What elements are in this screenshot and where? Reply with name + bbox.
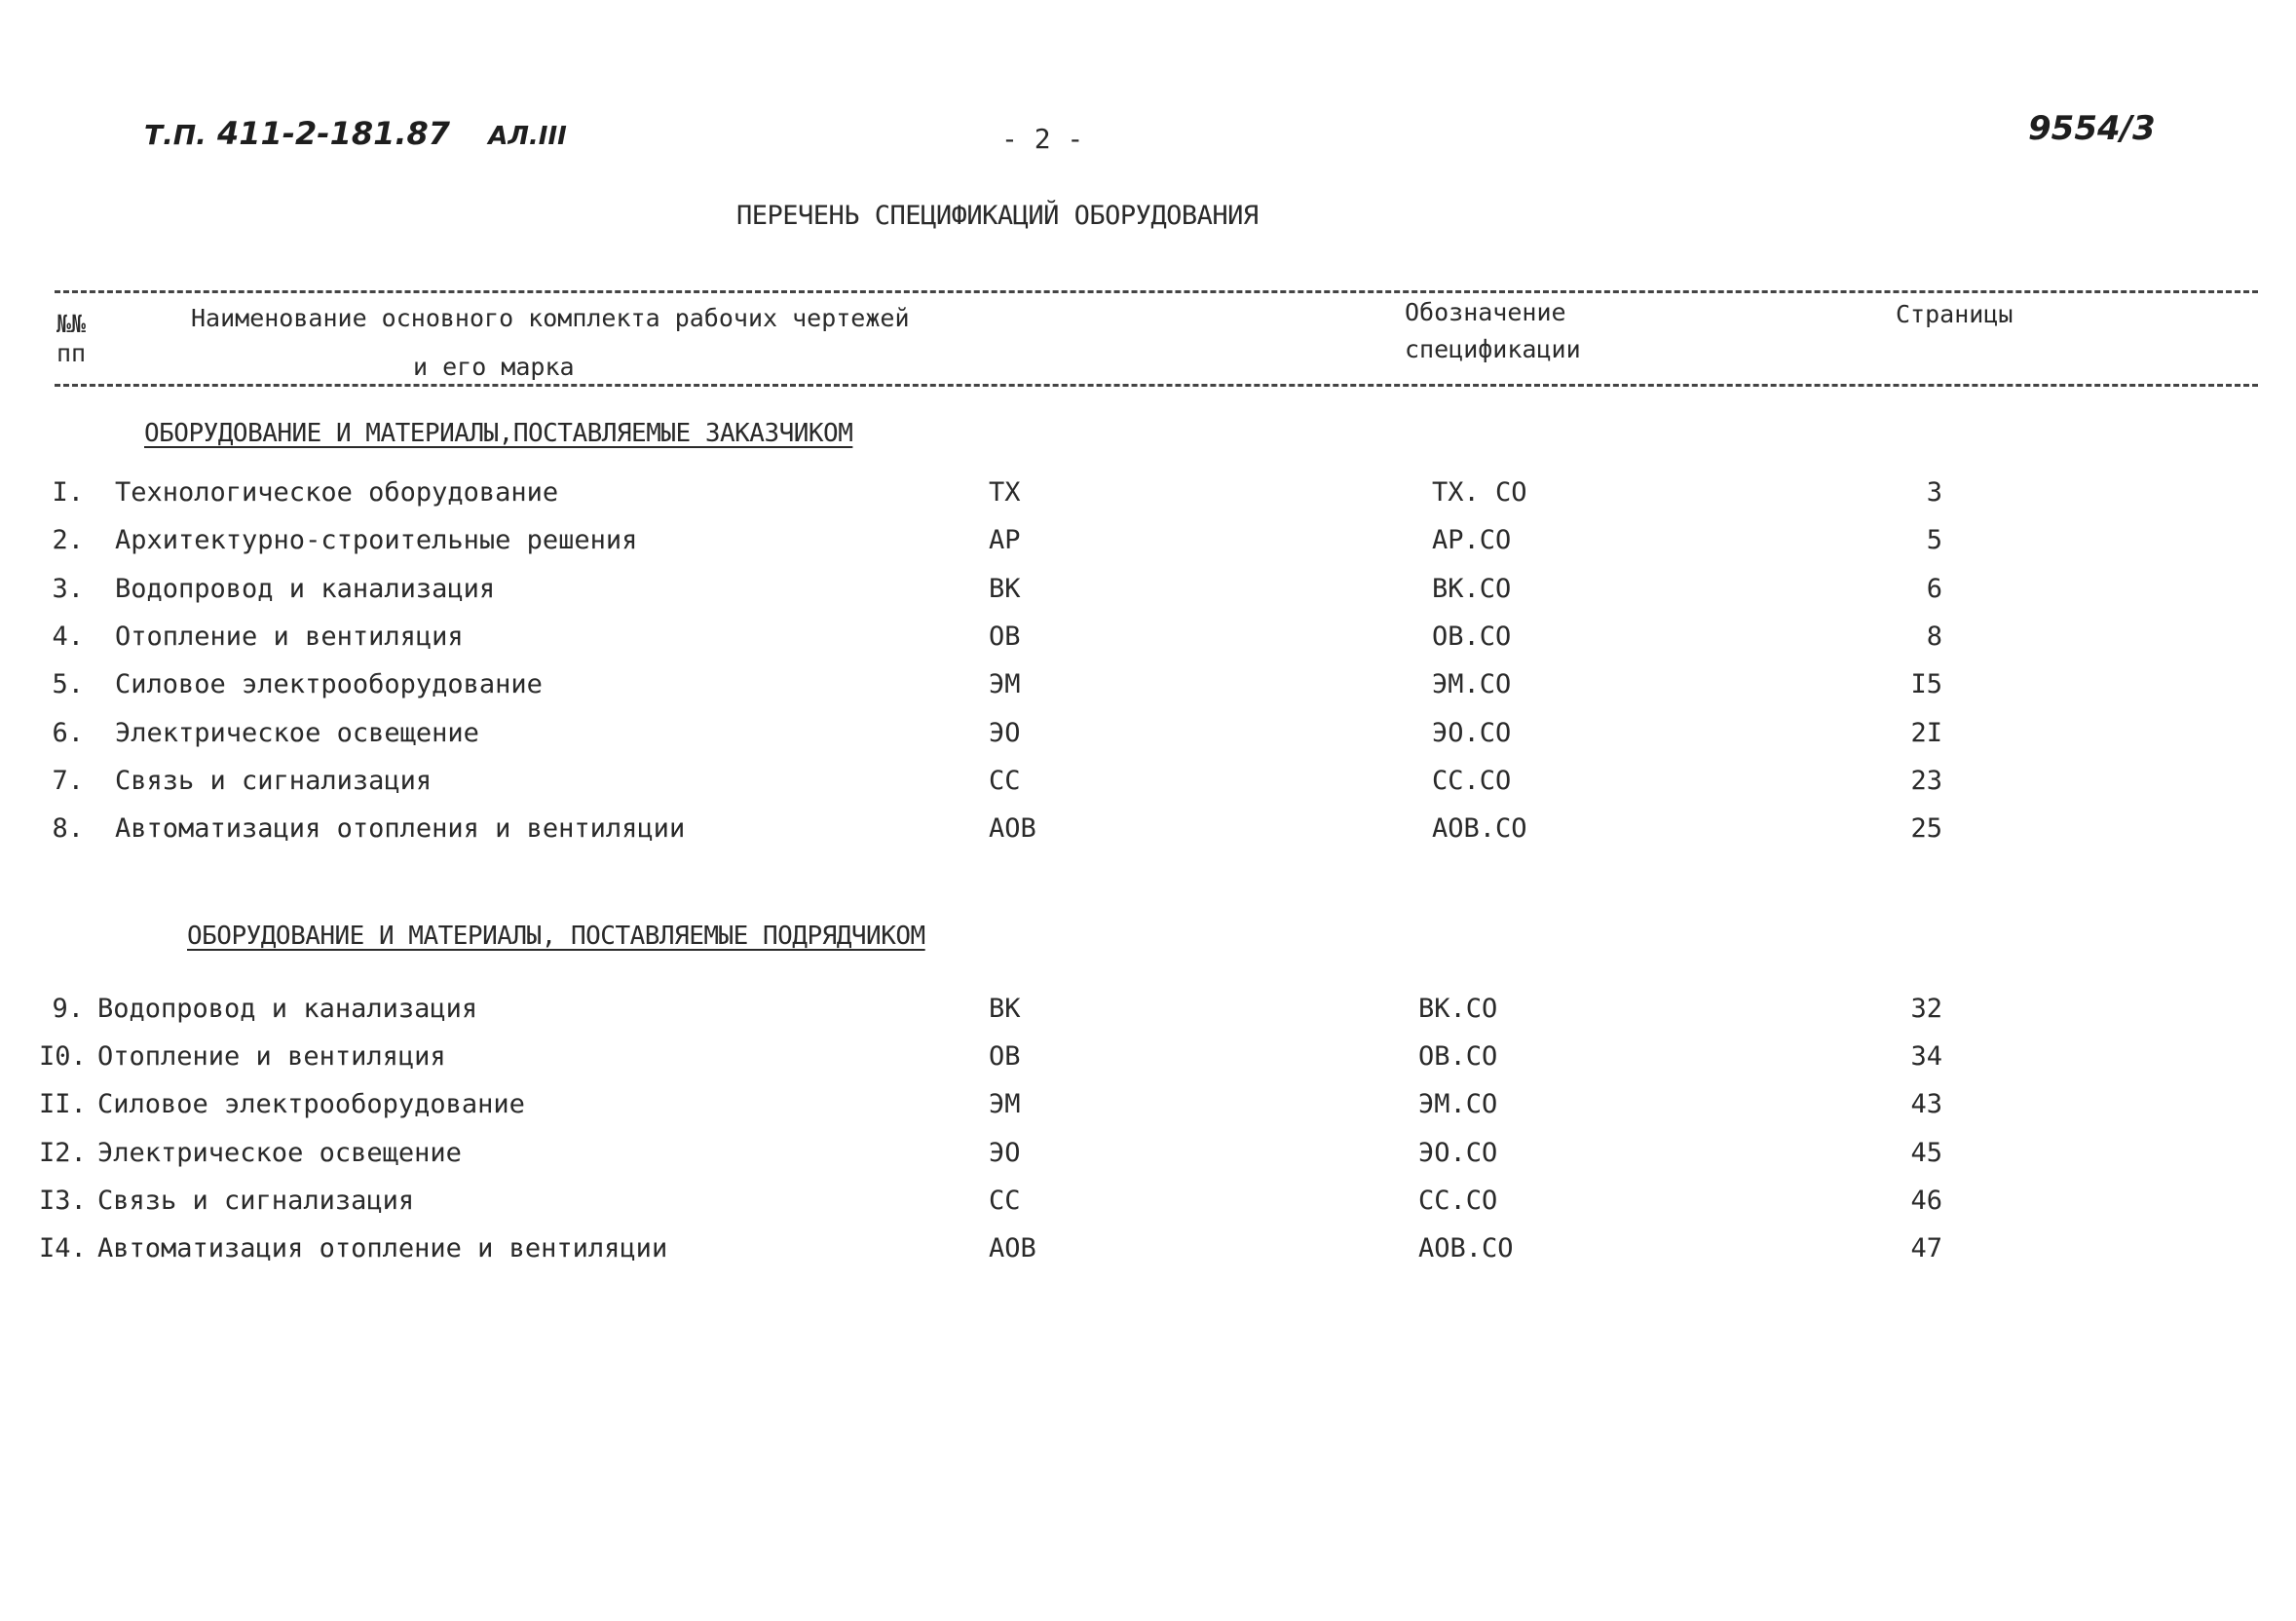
row-name: Связь и сигнализация — [97, 1185, 415, 1216]
row-pages: 46 — [1910, 1185, 1942, 1216]
row-designation: ЭМ.СО — [1418, 1089, 1498, 1120]
row-name: Архитектурно-строительные решения — [115, 525, 638, 556]
row-name: Силовое электрооборудование — [115, 669, 543, 700]
row-pages: 34 — [1910, 1041, 1942, 1073]
row-designation: АР.СО — [1432, 525, 1512, 556]
row-name: Водопровод и канализация — [115, 573, 496, 604]
row-number: 2. — [52, 525, 84, 556]
row-name: Автоматизация отопления и вентиляции — [115, 813, 686, 845]
row-mark: СС — [989, 1185, 1021, 1216]
header-bottom-rule — [55, 384, 2258, 387]
row-name: Силовое электрооборудование — [97, 1089, 525, 1120]
row-number: II. — [39, 1089, 87, 1120]
document-code-number: 411-2-181.87 — [216, 115, 451, 152]
document-code-prefix: Т.П. — [144, 119, 207, 151]
row-mark: ЭО — [989, 717, 1021, 748]
row-pages: 23 — [1910, 765, 1942, 796]
row-mark: ОВ — [989, 621, 1021, 652]
row-pages: 45 — [1910, 1137, 1942, 1168]
row-pages: 8 — [1926, 621, 1942, 652]
row-name: Отопление и вентиляция — [115, 621, 464, 652]
row-number: 5. — [52, 669, 84, 700]
section-title-contractor: ОБОРУДОВАНИЕ И МАТЕРИАЛЫ, ПОСТАВЛЯЕМЫЕ ПОДРЯДЧИКОМ — [187, 922, 925, 951]
row-designation: ВК.СО — [1432, 573, 1512, 604]
row-number: I3. — [39, 1185, 87, 1216]
row-number: 7. — [52, 765, 84, 796]
row-name: Водопровод и канализация — [97, 994, 478, 1024]
row-number: 6. — [52, 717, 84, 748]
section-title-customer: ОБОРУДОВАНИЕ И МАТЕРИАЛЫ,ПОСТАВЛЯЕМЫЕ ЗАКАЗЧИКОМ — [144, 419, 853, 448]
row-mark: ОВ — [989, 1041, 1021, 1073]
row-name: Отопление и вентиляция — [97, 1041, 446, 1073]
row-designation: ОВ.СО — [1432, 621, 1512, 652]
row-number: I2. — [39, 1137, 87, 1168]
row-designation: СС.СО — [1418, 1185, 1498, 1216]
column-header-name-line1: Наименование основного комплекта рабочих чертежей — [191, 304, 910, 332]
row-number: I. — [52, 477, 84, 508]
column-header-designation-line2: спецификации — [1405, 335, 1581, 363]
row-designation: ТХ. СО — [1432, 477, 1527, 508]
row-mark: ЭО — [989, 1137, 1021, 1168]
column-header-number-line2: пп — [56, 339, 87, 367]
row-designation: ВК.СО — [1418, 994, 1498, 1024]
page-number: - 2 - — [1001, 123, 1084, 155]
column-header-number — [56, 310, 86, 368]
row-mark: ЭМ — [989, 1089, 1021, 1120]
row-designation: АОВ.СО — [1432, 813, 1527, 845]
row-mark: СС — [989, 765, 1021, 796]
row-designation: ЭО.СО — [1418, 1137, 1498, 1168]
row-mark: АОВ — [989, 813, 1036, 845]
row-pages: 32 — [1910, 994, 1942, 1024]
row-number: 9. — [52, 994, 84, 1024]
row-name: Автоматизация отопление и вентиляции — [97, 1233, 668, 1263]
row-name: Технологическое оборудование — [115, 477, 559, 508]
row-number: 3. — [52, 573, 84, 604]
row-mark: ВК — [989, 994, 1021, 1024]
row-pages: 6 — [1926, 573, 1942, 604]
row-mark: АР — [989, 525, 1021, 556]
row-mark: АОВ — [989, 1233, 1036, 1263]
page-title: ПЕРЕЧЕНЬ СПЕЦИФИКАЦИЙ ОБОРУДОВАНИЯ — [736, 201, 1259, 231]
row-pages: 3 — [1926, 477, 1942, 508]
row-mark: ЭМ — [989, 669, 1021, 700]
header-top-rule — [55, 290, 2258, 293]
row-pages: 5 — [1926, 525, 1942, 556]
row-designation: ЭМ.СО — [1432, 669, 1512, 700]
row-name: Связь и сигнализация — [115, 765, 433, 796]
row-number: I4. — [39, 1233, 87, 1263]
column-header-name-line2: и его марка — [413, 353, 575, 381]
row-pages: I5 — [1910, 669, 1942, 700]
row-mark: ВК — [989, 573, 1021, 604]
row-designation: СС.СО — [1432, 765, 1512, 796]
row-mark: ТХ — [989, 477, 1021, 508]
row-designation: ОВ.СО — [1418, 1041, 1498, 1073]
row-pages: 25 — [1910, 813, 1942, 845]
column-header-designation-line1: Обозначение — [1405, 298, 1566, 326]
column-header-pages: Страницы — [1896, 300, 2014, 328]
row-pages: 47 — [1910, 1233, 1942, 1263]
row-designation: АОВ.СО — [1418, 1233, 1514, 1263]
row-number: 4. — [52, 621, 84, 652]
row-pages: 2I — [1910, 717, 1942, 748]
row-designation: ЭО.СО — [1432, 717, 1512, 748]
reference-number: 9554/3 — [2028, 109, 2156, 148]
row-name: Электрическое освещение — [97, 1137, 462, 1168]
album-number: АЛ.III — [488, 122, 567, 151]
document-code — [144, 115, 567, 152]
row-number: 8. — [52, 813, 84, 845]
row-name: Электрическое освещение — [115, 717, 479, 748]
row-pages: 43 — [1910, 1089, 1942, 1120]
row-number: I0. — [39, 1041, 87, 1073]
column-header-number-line1: №№ — [56, 310, 87, 338]
